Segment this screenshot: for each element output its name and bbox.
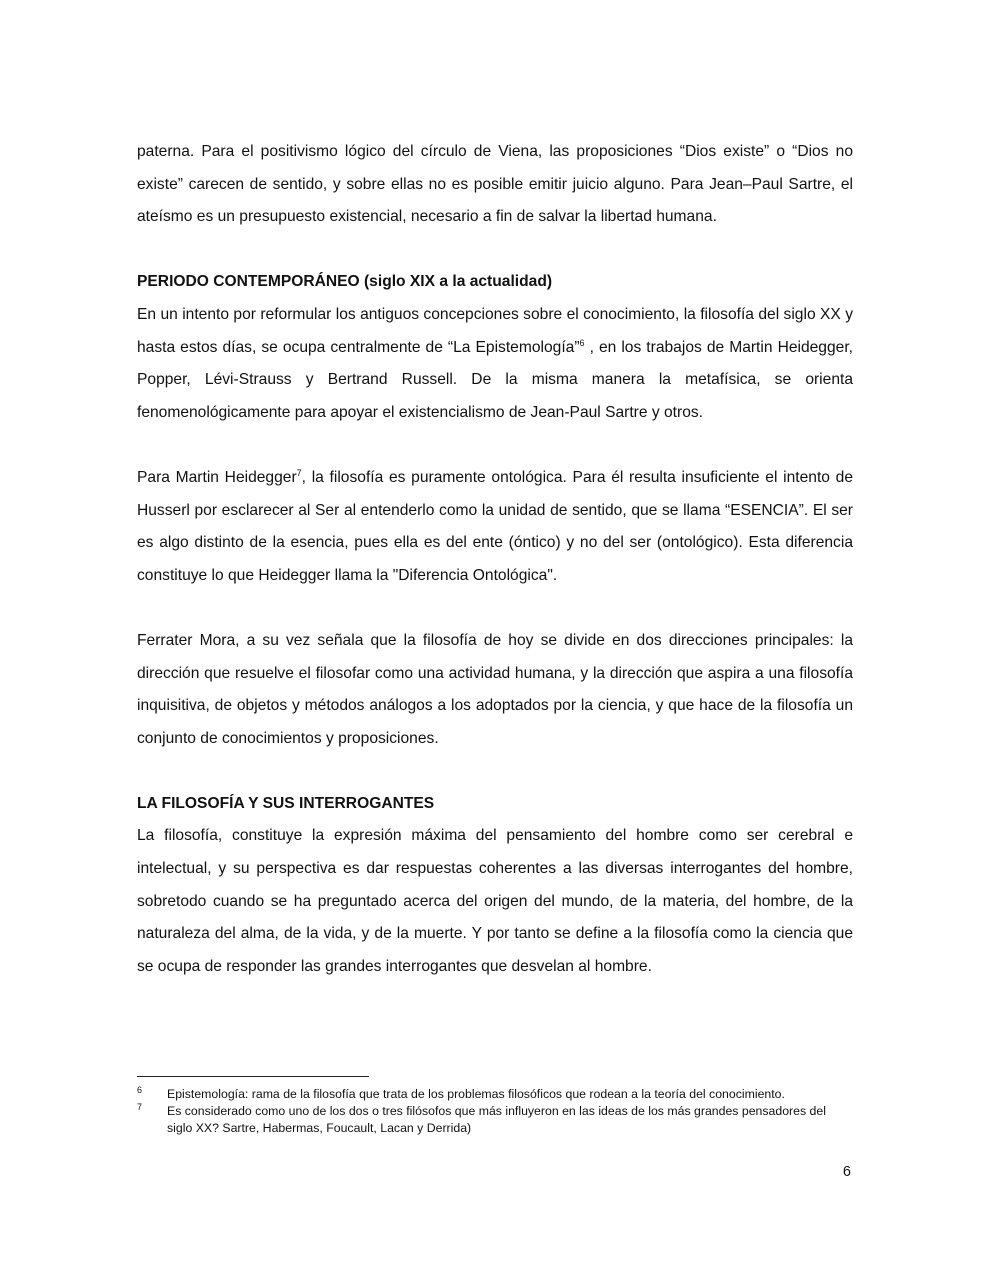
document-body	[137, 136, 853, 983]
paragraph-gap	[137, 234, 853, 267]
footnote-6	[137, 1086, 853, 1103]
paragraph-gap	[137, 429, 853, 462]
paragraph-ferrater-mora: Ferrater Mora, a su vez señala que la filosofía de hoy se divide en dos direcciones principales: la dirección que resuelve el filosofar como una actividad humana, y la dirección que aspira a una filosofía inquisitiva, de objetos y métodos análogos a los adoptados por la ciencia, y que hace de la filosofía un conjunto de conocimientos y proposiciones.	[137, 631, 853, 747]
footnote-ref-7[interactable]: 7	[296, 467, 302, 478]
paragraph-gap	[137, 592, 853, 625]
footnotes-area	[137, 1076, 853, 1137]
section-heading-contemporaneo: PERIODO CONTEMPORÁNEO (siglo XIX a la actualidad)	[137, 273, 553, 291]
paragraph-text: , la filosofía es puramente ontológica. Para él resulta insuficiente el intento de Husserl por esclarecer al Ser al entenderlo como la unidad de sentido, que se llama “ESENCIA”. El ser es algo distinto de la esencia, pues ella es del ente (óntico) y no del ser (ontológico). Esta diferencia constituye lo que Heidegger llama la "Diferencia Ontológica".	[137, 468, 853, 584]
paragraph-intro: paterna. Para el positivismo lógico del círculo de Viena, las proposiciones “Dios existe” o “Dios no existe” carecen de sentido, y sobre ellas no es posible emitir juicio alguno. Para Jean–Paul Sartre, el ateísmo es un presupuesto existencial, necesario a fin de salvar la libertad humana.	[137, 143, 853, 226]
footnote-7	[137, 1103, 853, 1137]
paragraph-heidegger	[137, 462, 853, 592]
paragraph-text: , en los trabajos de Martin Heidegger, Popper, Lévi-Strauss y Bertrand Russell. De la misma manera la metafísica, se orienta fenomenológicamente para apoyar el existencialismo de Jean-Paul Sartre y otros.	[137, 338, 853, 421]
paragraph-epistemologia	[137, 299, 853, 429]
section-heading-interrogantes: LA FILOSOFÍA Y SUS INTERROGANTES	[137, 794, 435, 812]
paragraph-text: En un intento por reformular los antiguos concepciones sobre el conocimiento, la filosofía del siglo XX y hasta estos días, se ocupa centralmente de “La Epistemología”	[137, 305, 853, 356]
paragraph-text: Para Martin Heidegger	[137, 468, 297, 486]
footnote-separator	[137, 1076, 369, 1077]
paragraph-gap	[137, 755, 853, 788]
page-number: 6	[842, 1164, 851, 1180]
footnote-text: Es considerado como uno de los dos o tres filósofos que más influyeron en las ideas de los más grandes pensadores del siglo XX? Sartre, Habermas, Foucault, Lacan y Derrida)	[167, 1104, 826, 1135]
footnote-number: 7	[137, 1102, 143, 1112]
footnote-ref-6[interactable]: 6	[579, 337, 585, 348]
footnote-text: Epistemología: rama de la filosofía que trata de los problemas filosóficos que rodean a la teoría del conocimiento.	[167, 1087, 785, 1101]
paragraph-interrogantes: La filosofía, constituye la expresión máxima del pensamiento del hombre como ser cerebral e intelectual, y su perspectiva es dar respuestas coherentes a las diversas interrogantes del hombre, sobretodo cuando se ha preguntado acerca del origen del mundo, de la materia, del hombre, de la naturaleza del alma, de la vida, y de la muerte. Y por tanto se define a la filosofía como la ciencia que se ocupa de responder las grandes interrogantes que desvelan al hombre.	[137, 827, 853, 975]
footnote-number: 6	[137, 1085, 143, 1095]
